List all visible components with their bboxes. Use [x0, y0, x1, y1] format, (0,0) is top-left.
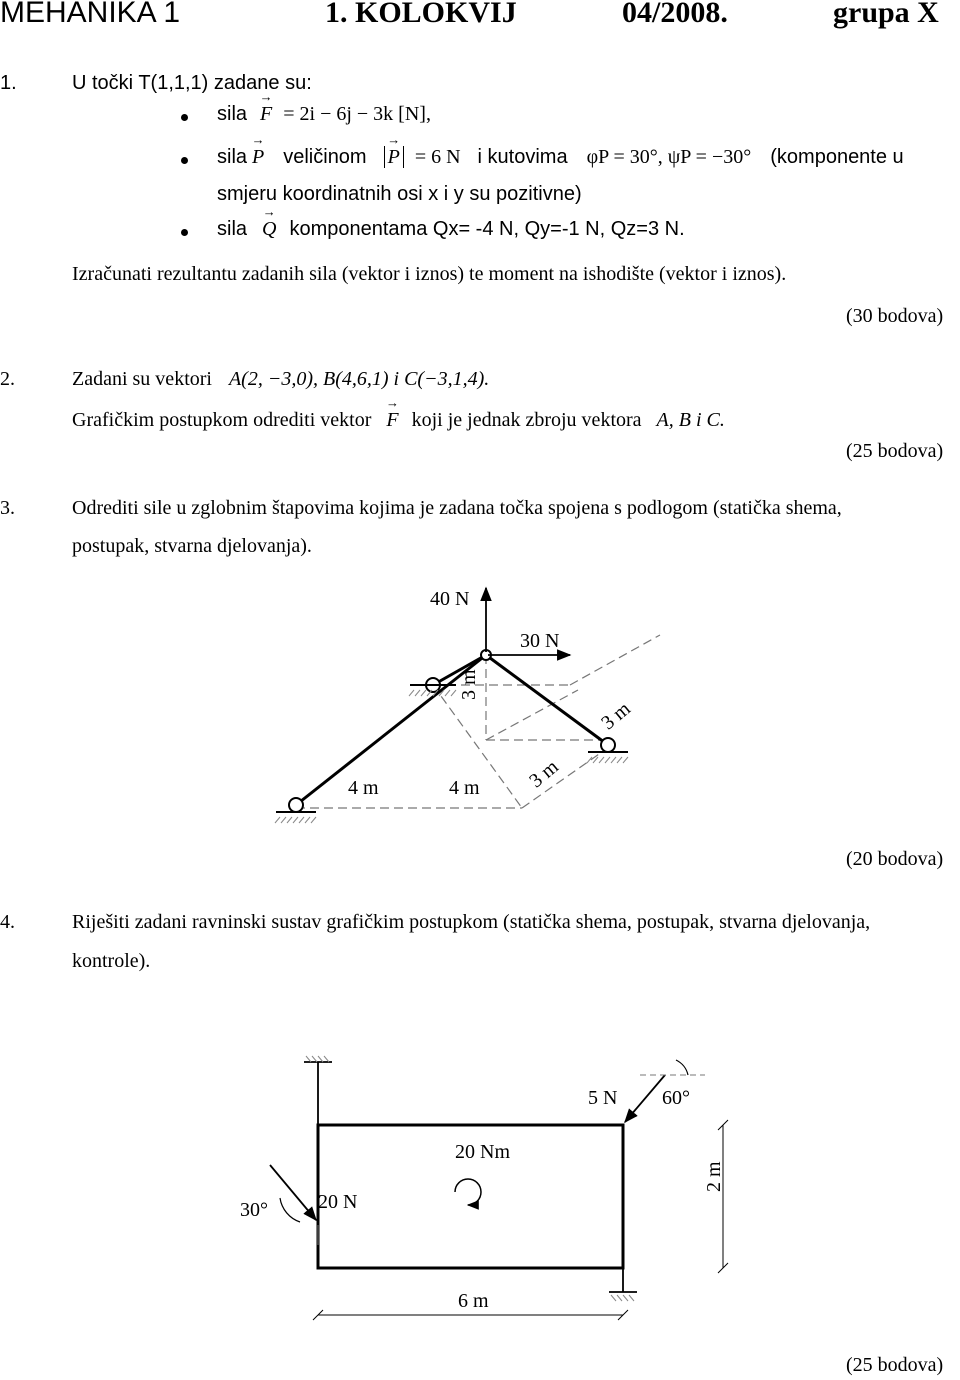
task1-b2-line2: smjeru koordinatnih osi x i y su pozitivne) — [217, 183, 582, 205]
task2-vectors-ABC: A(2, −3,0), B(4,6,1) i C(−3,1,4). — [228, 368, 490, 390]
task3-line1: Odrediti sile u zglobnim štapovima kojima je zadana točka spojena s podlogom (statička shema, — [72, 497, 842, 519]
task4-moment-label: 20 Nm — [455, 1141, 510, 1163]
task2-line1-text: Zadani su vektori — [72, 368, 212, 390]
vector-F-symbol: → F — [260, 103, 272, 126]
task2-points: (25 bodova) — [846, 440, 944, 462]
task2-number: 2. — [0, 368, 15, 390]
header-group: grupa X — [833, 0, 939, 29]
task4-points: (25 bodova) — [846, 1354, 944, 1376]
task1-b2-angles-word: i kutovima — [477, 146, 568, 168]
angle-60-arc — [676, 1060, 688, 1075]
moment-20Nm-arc — [455, 1179, 481, 1205]
task1-number: 1. — [0, 72, 17, 94]
task4-force-left-label: 20 N — [318, 1191, 358, 1213]
task3-dim-depth-bottom-label: 3 m — [525, 755, 563, 793]
vector-Q-symbol: → Q — [262, 218, 276, 241]
task2-line2-rest: koji je jednak zbroju vektora — [411, 409, 642, 431]
task1-b1-equation: = 2i − 6j − 3k [N], — [283, 103, 431, 125]
task1-b3-rest: komponentama Qx= -4 N, Qy=-1 N, Qz=3 N. — [289, 218, 685, 240]
task1-b2-equation: = 6 N — [414, 146, 461, 168]
task4-force-top-label: 5 N — [588, 1087, 618, 1109]
task2-line2-text: Grafičkim postupkom odrediti vektor — [72, 409, 372, 431]
header-course: MEHANIKA 1 — [0, 0, 181, 29]
task4-angle-left-label: 30° — [240, 1199, 268, 1221]
task1-b2-angles: φP = 30°, ψP = −30° — [586, 146, 752, 168]
task1-intro: U točki T(1,1,1) zadane su: — [72, 72, 312, 94]
task1-question: Izračunati rezultantu zadanih sila (vektor i iznos) te moment na ishodište (vektor i iznos). — [72, 263, 787, 285]
vector-F-symbol-2: → F — [386, 409, 398, 432]
vector-P-symbol: → P — [252, 146, 264, 169]
task4-line2: kontrole). — [72, 950, 151, 972]
force-5N-arrow — [625, 1075, 665, 1122]
task4-dim-width-label: 6 m — [458, 1290, 489, 1312]
task3-dim-x1-label: 4 m — [348, 777, 379, 799]
task4-dimensions — [313, 1120, 728, 1320]
task3-force-vertical-label: 40 N — [430, 588, 470, 610]
task1-b2-label: sila — [217, 146, 248, 168]
task3-dim-height-label: 3 m — [458, 669, 480, 700]
task4-number: 4. — [0, 911, 15, 933]
task3-dim-x2-label: 4 m — [449, 777, 480, 799]
task1-points: (30 bodova) — [846, 305, 944, 327]
task1-b3-label: sila — [217, 218, 248, 240]
header-date: 04/2008. — [622, 0, 728, 29]
force-20N-arrow — [270, 1165, 316, 1220]
task3-line2: postupak, stvarna djelovanja). — [72, 535, 312, 557]
angle-30-arc — [280, 1198, 300, 1222]
task3-number: 3. — [0, 497, 15, 519]
task1-b1-label: sila — [217, 103, 248, 125]
task2-line2-vectors: A, B i C. — [656, 409, 725, 431]
task3-dim-depth-top-label: 3 m — [597, 697, 635, 735]
task3-points: (20 bodova) — [846, 848, 944, 870]
vector-P-magnitude: → P — [388, 146, 400, 169]
task4-angle-top-label: 60° — [662, 1087, 690, 1109]
task4-line1: Riješiti zadani ravninski sustav grafičkim postupkom (statička shema, postupak, stvarna djelovanja, — [72, 911, 871, 933]
header-exam: 1. KOLOKVIJ — [325, 0, 517, 29]
task1-b2-note: (komponente u — [770, 146, 904, 168]
task1-b2-mag-word: veličinom — [283, 146, 367, 168]
task3-force-horizontal-label: 30 N — [520, 630, 560, 652]
task4-dim-height-label: 2 m — [703, 1161, 725, 1192]
